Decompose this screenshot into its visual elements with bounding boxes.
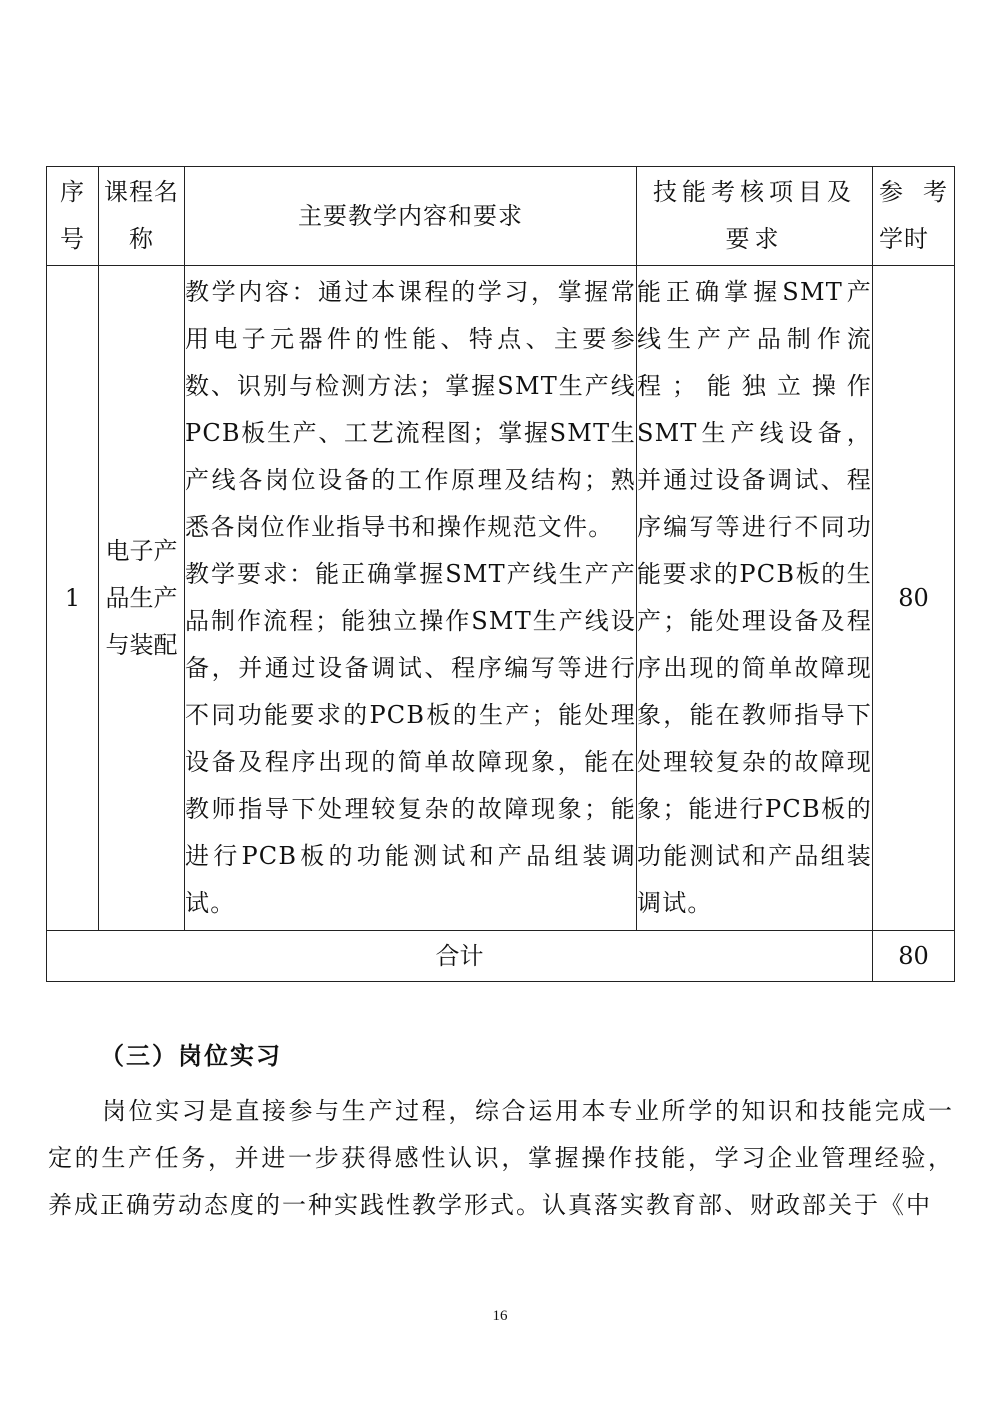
- requirement-paragraph: 教学要求：能正确掌握SMT产线生产产品制作流程；能独立操作SMT生产线设备，并通过设备调试、程序编写等进行不同功能要求的PCB板的生产；能处理设备及程序出现的简单故障现象，能在教师指导下处理较复杂的故障现象；能进行PCB板的功能测试和产品组装调试。: [185, 560, 636, 917]
- total-label: 合计: [47, 931, 873, 982]
- table-row: [47, 266, 955, 931]
- course-table: [46, 166, 955, 982]
- section-paragraph: 岗位实习是直接参与生产过程，综合运用本专业所学的知识和技能完成一定的生产任务，并进一步获得感性认识，掌握操作技能，学习企业管理经验，养成正确劳动态度的一种实践性教学形式。认真落实教育部、财政部关于《中: [48, 1097, 954, 1219]
- section-title: （三）岗位实习: [100, 1042, 282, 1070]
- page-number: 16: [492, 1308, 508, 1324]
- header-content: 主要教学内容和要求: [185, 167, 637, 266]
- header-hours: 参考学时: [873, 167, 955, 266]
- row-content: [185, 266, 637, 931]
- row-skills: 能正确掌握SMT产线生产产品制作流程；能独立操作SMT生产线设备，并通过设备调试、程序编写等进行不同功能要求的PCB板的生产；能处理设备及程序出现的简单故障现象，能在教师指导下处理较复杂的故障现象；能进行PCB板的功能测试和产品组装调试。: [637, 266, 873, 931]
- header-index: 序号: [47, 167, 99, 266]
- row-course-name: 电子产品生产与装配: [99, 266, 185, 931]
- total-hours: 80: [873, 931, 955, 982]
- header-course-name: 课程名称: [99, 167, 185, 266]
- header-skills: 技能考核项目及要求: [637, 167, 873, 266]
- content-paragraph: 教学内容：通过本课程的学习，掌握常用电子元器件的性能、特点、主要参数、识别与检测方法；掌握SMT生产线PCB板生产、工艺流程图；掌握SMT生产线各岗位设备的工作原理及结构；熟悉各岗位作业指导书和操作规范文件。: [185, 278, 636, 541]
- row-index: 1: [47, 266, 99, 931]
- table-total-row: [47, 931, 955, 982]
- row-hours: 80: [873, 266, 955, 931]
- table-header-row: [47, 167, 955, 266]
